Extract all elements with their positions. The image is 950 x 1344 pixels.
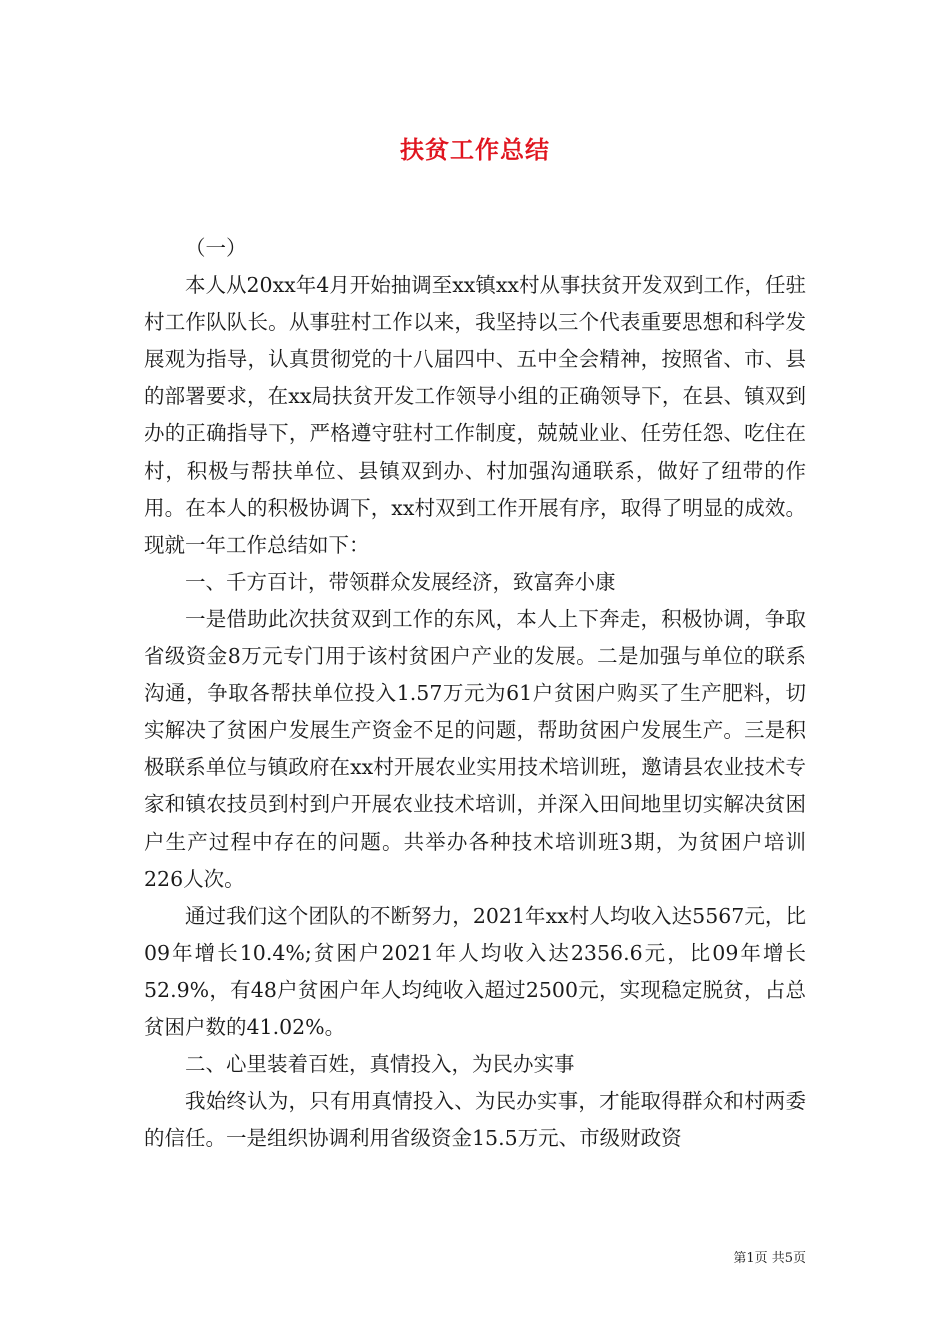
document-title: 扶贫工作总结 [400,135,550,164]
paragraph-section-number: （一） [185,236,247,260]
page-number-footer: 第1页 共5页 [733,1251,806,1266]
paragraph-practical-matters: 我始终认为，只有用真情投入、为民办实事，才能取得群众和村两委的信任。一是组织协调利用省级资金15.5万元、市级财政资 [144,1089,806,1151]
paragraph-heading-1: 一、千方百计，带领群众发展经济，致富奔小康 [185,569,616,594]
paragraph-heading-2: 二、心里装着百姓，真情投入，为民办实事 [185,1052,575,1077]
paragraph-income: 通过我们这个团队的不断努力，2021年xx村人均收入达5567元，比09年增长10.4%;贫困户2021年人均收入达2356.6元，比09年增长52.9%，有48户贫困户年人均纯收入超过2500元，实现稳定脱贫，占总贫困户数的41.02%。 [144,903,806,1039]
paragraph-economy: 一是借助此次扶贫双到工作的东风，本人上下奔走，积极协调，争取省级资金8万元专门用于该村贫困户产业的发展。二是加强与单位的联系沟通，争取各帮扶单位投入1.57万元为61户贫困户购买了生产肥料，切实解决了贫困户发展生产资金不足的问题，帮助贫困户发展生产。三是积极联系单位与镇政府在xx村开展农业实用技术培训班，邀请县农业技术专家和镇农技员到村到户开展农业技术培训，并深入田间地里切实解决贫困户生产过程中存在的问题。共举办各种技术培训班3期，为贫困户培训226人次。 [144,606,806,891]
document-body [144,230,806,1157]
paragraph-intro: 本人从20xx年4月开始抽调至xx镇xx村从事扶贫开发双到工作，任驻村工作队队长。从事驻村工作以来，我坚持以三个代表重要思想和科学发展观为指导，认真贯彻党的十八届四中、五中全会精神，按照省、市、县的部署要求，在xx局扶贫开发工作领导小组的正确领导下，在县、镇双到办的正确指导下，严格遵守驻村工作制度，兢兢业业、任劳任怨、吃住在村，积极与帮扶单位、县镇双到办、村加强沟通联系，做好了纽带的作用。在本人的积极协调下，xx村双到工作开展有序，取得了明显的成效。现就一年工作总结如下： [144,273,806,557]
